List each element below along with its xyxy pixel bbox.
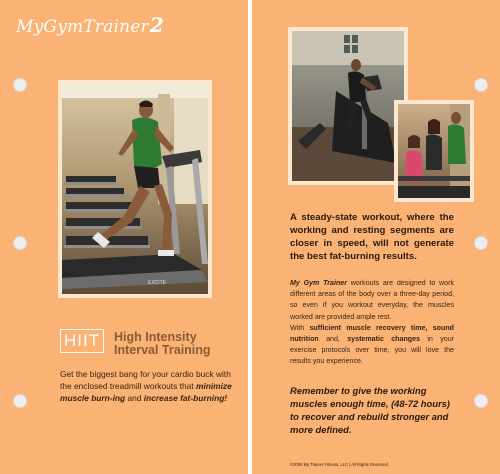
binder-hole-icon	[13, 394, 27, 408]
body-text-2a: With	[290, 323, 310, 332]
logo-text: MyGymTrainer	[16, 17, 149, 37]
treadmill-runner-icon	[62, 84, 208, 294]
lead-text-1: Get the biggest bang for your cardio buck with the enclosed treadmill workouts that	[60, 369, 231, 391]
body-bold-1: sufficient muscle recovery time, sound nutrition	[290, 323, 454, 344]
brand-logo	[16, 13, 164, 37]
hiit-title	[114, 331, 244, 357]
body-bold-2: systematic changes	[347, 335, 421, 344]
lead-emphasis-1: minimize muscle burn-ing	[60, 381, 232, 403]
hiit-title-line2: Interval Training	[114, 343, 211, 357]
logo-number: 2	[149, 13, 165, 37]
body-text-2c: in your exercise protocols over time, you will love the results you experience.	[290, 335, 455, 366]
stair-climber-icon	[292, 31, 404, 181]
copyright-text: ©2008 My Trainer Fitness, LLC | All Rights Reserved	[290, 462, 388, 467]
lead-emphasis-2: increase fat-burning!	[143, 393, 228, 403]
body-text-2b: and,	[318, 335, 348, 344]
headline: A steady-state workout, where the working and resting segments are closer in speed, will not generate the best fat-burning results.	[290, 212, 454, 262]
stair-climber-photo	[288, 27, 408, 185]
hiit-title-line1: High Intensity	[114, 330, 197, 344]
treadmill-brand-label: EXCITE	[148, 280, 167, 286]
binder-hole-icon	[13, 236, 27, 250]
body-paragraph	[290, 278, 454, 368]
binder-hole-icon	[474, 236, 488, 250]
brand-name: My Gym Trainer	[290, 279, 348, 287]
treadmill-runner-photo	[58, 80, 212, 298]
lead-text-2: and	[125, 393, 144, 403]
reminder-text: Remember to give the working muscles enough time, (48-72 hours) to recover and rebuild stronger and more defined.	[290, 385, 450, 435]
binder-hole-icon	[474, 394, 488, 408]
hiit-badge: HIIT	[60, 329, 104, 353]
binder-hole-icon	[13, 78, 27, 92]
body-paragraph-1	[290, 278, 454, 323]
group-treadmill-photo	[394, 100, 474, 202]
lead-paragraph	[60, 368, 242, 404]
body-paragraph-2	[290, 323, 454, 368]
binder-hole-icon	[474, 78, 488, 92]
body-text-1: workouts are designed to work different areas of the body over a three-day period, so even if you workout everyday, the muscles worked are provided ample rest.	[290, 279, 454, 321]
group-treadmill-icon	[398, 104, 470, 198]
